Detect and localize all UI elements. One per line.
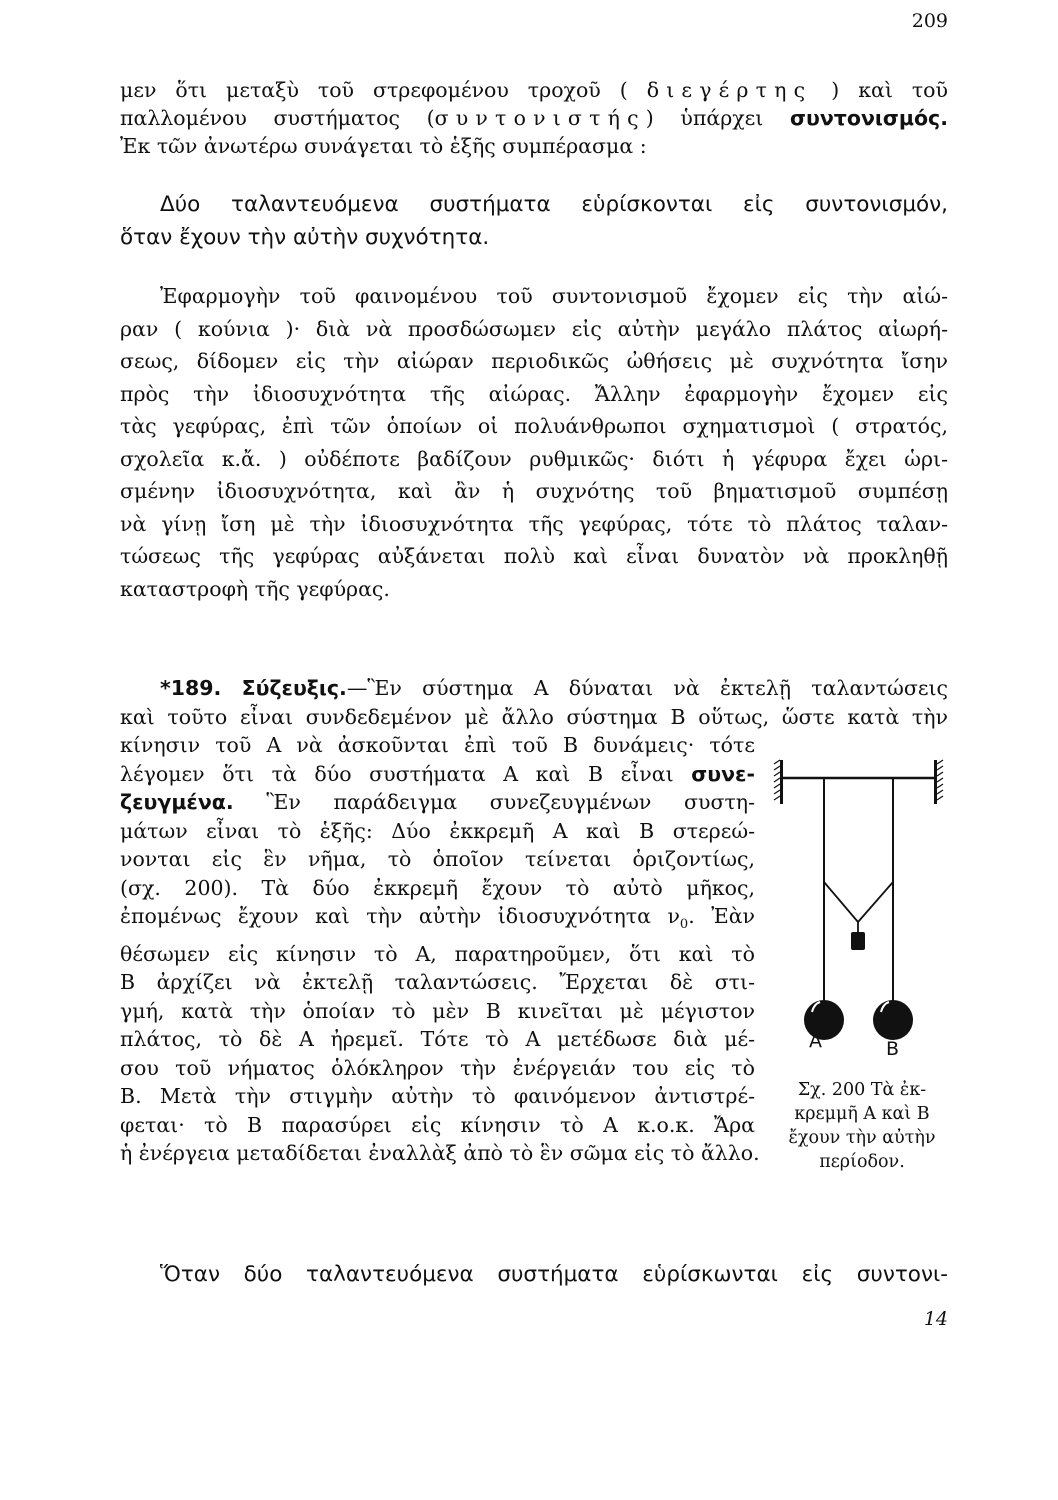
text-line: σχολεῖα κ.ἄ. ) οὐδέποτε βαδίζουν ρυθμικῶς· διότι ἡ γέφυρα ἔχει ὡρι-: [120, 446, 948, 471]
bold-term: συντονισμός.: [790, 106, 948, 130]
text-line: γμή, κατὰ τὴν ὁποίαν τὸ μὲν Β κινεῖται μὲ μέγιστον: [120, 998, 755, 1023]
text-line: θέσωμεν εἰς κίνησιν τὸ Α, παρατηροῦμεν, ὅτι καὶ τὸ: [120, 941, 755, 966]
label-a: Α: [809, 1030, 822, 1052]
spaced-term: συντονιστής: [434, 106, 646, 130]
caption-line: Σχ. 200 Τὰ ἐκ-: [797, 1080, 927, 1100]
caption-line: ἔχουν τὴν αὐτὴν: [788, 1128, 936, 1148]
text-line: πρὸς τὴν ἰδιοσυχνότητα τῆς αἰώρας. Ἄλλην ἐφαρμογὴν ἔχομεν εἰς: [120, 381, 948, 406]
caption-line: περίοδον.: [819, 1152, 905, 1172]
text-line: πλάτος, τὸ δὲ Α ἠρεμεῖ. Τότε τὸ Α μετέδωσε διὰ μέ-: [120, 1027, 755, 1052]
text-line: [120, 788, 755, 817]
left-hatching: [774, 760, 780, 800]
text-line: Β ἀρχίζει νὰ ἐκτελῇ ταλαντώσεις. Ἔρχεται δὲ στι-: [120, 970, 755, 995]
right-hatching: [937, 760, 943, 800]
text-line: ὅταν ἔχουν τὴν αὐτὴν συχνότητα.: [120, 225, 490, 250]
text-line: νονται εἰς ἓν νῆμα, τὸ ὁποῖον τείνεται ὁριζοντίως,: [120, 847, 755, 871]
label-b: Β: [886, 1038, 900, 1060]
conclusion-statement: [120, 188, 948, 254]
text-span: ) ὑπάρχει: [645, 106, 764, 130]
right-support: [934, 760, 937, 804]
text-line: μάτων εἶναι τὸ ἑξῆς: Δύο ἐκκρεμῆ Α καὶ Β στερεώ-: [120, 818, 755, 843]
section-title: Σύζευξις.: [241, 676, 347, 700]
text-line: σμένην ἰδιοσυχνότητα, καὶ ἂν ἡ συχνότης τοῦ βηματισμοῦ συμπέσῃ: [120, 479, 948, 503]
weight-cord-left: [824, 882, 858, 922]
text-line: καὶ τοῦτο εἶναι συνδεδεμένον μὲ ἄλλο σύστημα Β οὕτως, ὥστε κατὰ τὴν: [120, 704, 948, 729]
text-line: καταστροφὴ τῆς γεφύρας.: [120, 576, 390, 601]
text-line: νὰ γίνῃ ἴση μὲ τὴν ἰδιοσυχνότητα τῆς γεφύρας, τότε τὸ πλάτος ταλαν-: [120, 511, 948, 536]
text-span: ) καὶ τοῦ: [831, 78, 948, 102]
text-line: Ἐφαρμογὴν τοῦ φαινομένου τοῦ συντονισμοῦ ἔχομεν εἰς τὴν αἰώ-: [160, 284, 948, 308]
text-span: λέγομεν ὅτι τὰ δύο συστήματα Α καὶ Β εἶναι: [120, 761, 674, 786]
continuing-line: Ὅταν δύο ταλαντευόμενα συστήματα εὑρίσκωνται εἰς συντονι-: [160, 1262, 948, 1287]
bold-term: συνε-: [691, 761, 755, 786]
small-weight: [851, 932, 865, 950]
text-line: [120, 674, 948, 703]
text-span: μεν ὅτι μεταξὺ τοῦ στρεφομένου τροχοῦ (: [120, 78, 628, 102]
weight-cord-right: [858, 882, 893, 922]
text-line: τώσεως τῆς γεφύρας αὐξάνεται πολὺ καὶ εἶναι δυνατὸν νὰ προκληθῇ: [120, 544, 948, 568]
text-line: [120, 760, 755, 789]
text-line: (σχ. 200). Τὰ δύο ἐκκρεμῆ ἔχουν τὸ αὐτὸ μῆκος,: [120, 875, 755, 900]
text-line: [120, 76, 948, 104]
text-line: [120, 104, 948, 132]
text-line: Ἐκ τῶν ἀνωτέρω συνάγεται τὸ ἑξῆς συμπέρασμα :: [120, 134, 647, 158]
text-line: τὰς γεφύρας, ἐπὶ τῶν ὁποίων οἱ πολυάνθρωποι σχηματισμοὶ ( στρατός,: [120, 414, 948, 438]
subscript: 0: [679, 917, 689, 933]
text-span: παλλομένου συστήματος (: [120, 106, 435, 130]
bold-term: ζευγμένα.: [120, 790, 234, 814]
signature-mark: 14: [923, 1308, 948, 1330]
text-span: . Ἐὰν: [688, 904, 755, 928]
paragraph-intro: [120, 76, 948, 160]
left-support: [780, 760, 783, 804]
text-line: Δύο ταλαντευόμενα συστήματα εὑρίσκονται εἰς συντονισμόν,: [160, 192, 948, 217]
figure-caption: [772, 1078, 952, 1174]
text-line: Β. Μετὰ τὴν στιγμὴν αὐτὴν τὸ φαινόμενον ἀντιστρέ-: [120, 1084, 755, 1109]
text-span: —Ἓν σύστημα Α δύναται νὰ ἐκτελῇ ταλαντώσεις: [346, 676, 948, 700]
text-line: ἡ ἐνέργεια μεταδίδεται ἐναλλὰξ ἀπὸ τὸ ἓν σῶμα εἰς τὸ ἄλλο.: [120, 1141, 760, 1166]
pendulum-b-bob: [873, 1000, 913, 1040]
text-line: ραν ( κούνια )· διὰ νὰ προσδώσωμεν εἰς αὐτὴν μεγάλο πλάτος αἰωρή-: [120, 316, 948, 341]
text-line: [120, 902, 755, 940]
text-span: ἐπομένως ἔχουν καὶ τὴν αὐτὴν ἰδιοσυχνότητα ν: [120, 904, 680, 928]
text-span: Ἓν παράδειγμα συνεζευγμένων συστη-: [266, 790, 755, 814]
caption-line: κρεμμῆ Α καὶ Β: [794, 1104, 930, 1124]
text-line: φεται· τὸ Β παρασύρει εἰς κίνησιν τὸ Α κ.ο.κ. Ἄρα: [120, 1112, 755, 1137]
text-line: σεως, δίδομεν εἰς τὴν αἰώραν περιοδικῶς ὠθήσεις μὲ συχνότητα ἴσην: [120, 349, 948, 373]
section-number: *189.: [160, 676, 222, 700]
figure-coupled-pendulums: [772, 746, 950, 1056]
text-line: κίνησιν τοῦ Α νὰ ἀσκοῦνται ἐπὶ τοῦ Β δυνάμεις· τότε: [120, 733, 755, 757]
text-line: σου τοῦ νήματος ὁλόκληρον τὴν ἐνέργειάν του εἰς τὸ: [120, 1055, 755, 1080]
spaced-term: διεγέρτης: [646, 78, 813, 102]
paragraph-applications: [120, 280, 948, 605]
page-number: 209: [911, 10, 948, 32]
